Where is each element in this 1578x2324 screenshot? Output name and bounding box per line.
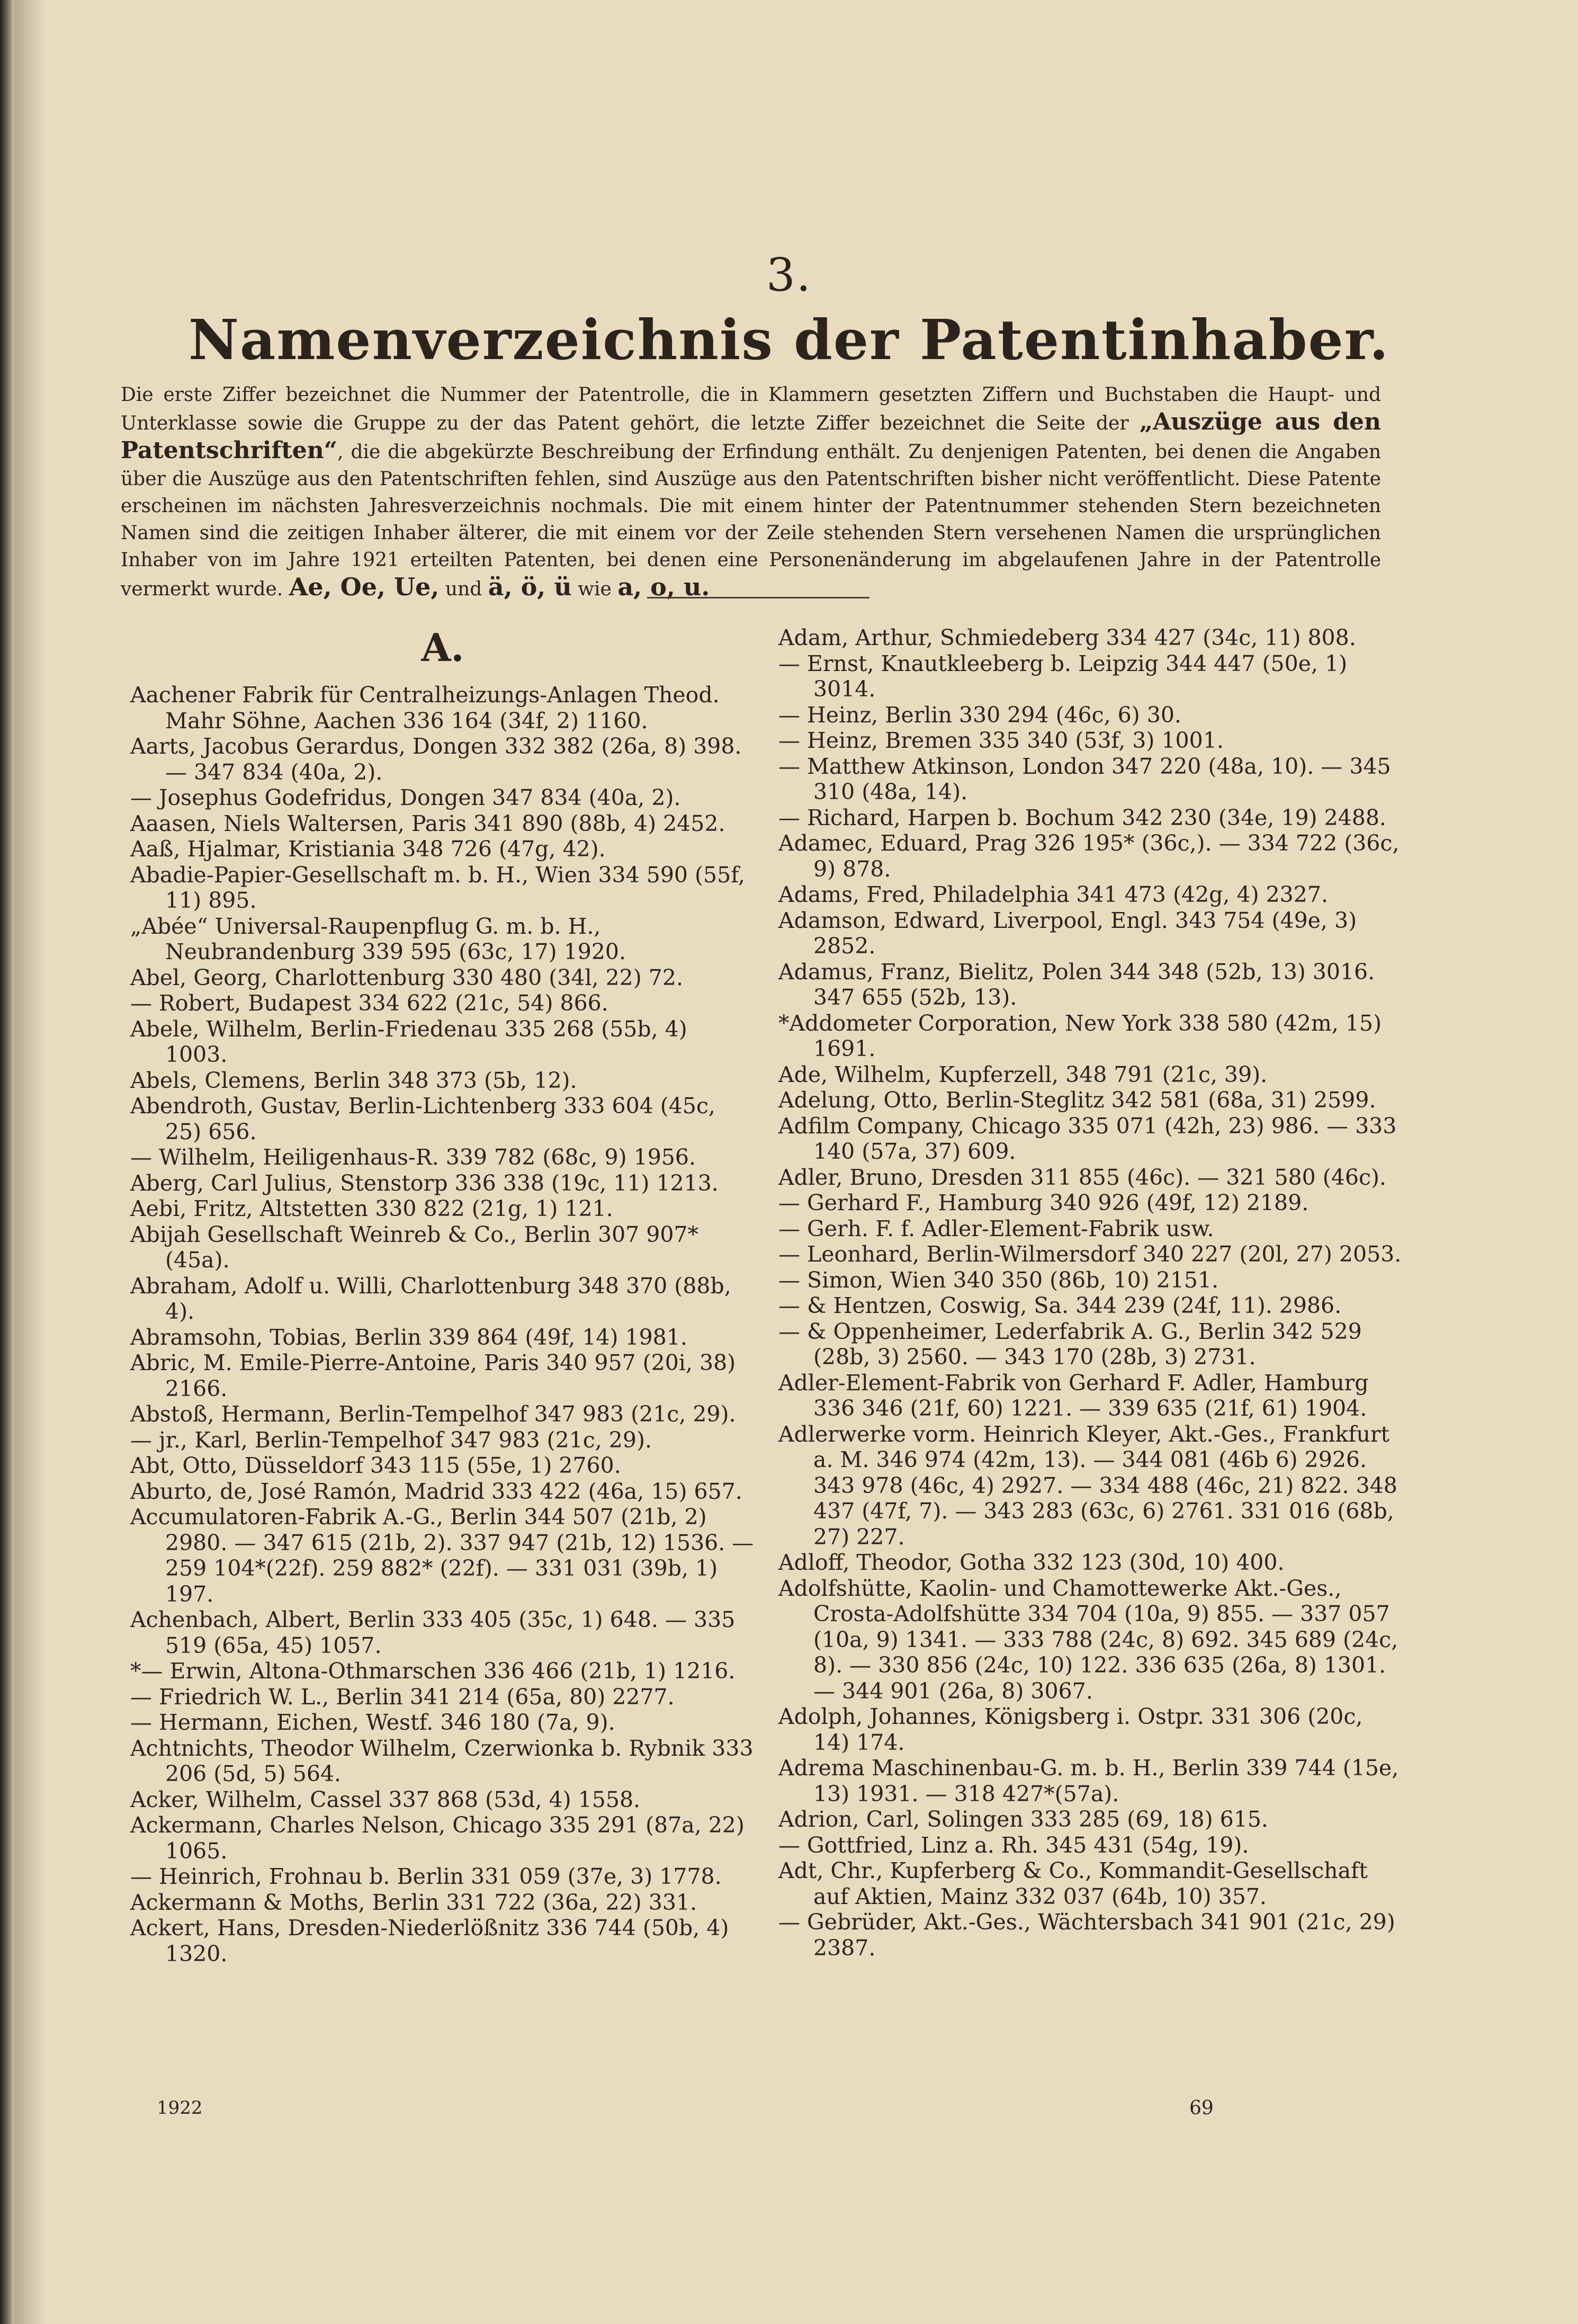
index-entry: Adrema Maschinenbau-G. m. b. H., Berlin 339 744 (15e, 13) 1931. — 318 427*(57a). [778,1755,1399,1807]
section-number: 3. [766,249,812,302]
index-entry: Abstoß, Hermann, Berlin-Tempelhof 347 983 (21c, 29). [130,1401,736,1427]
index-entry: Abels, Clemens, Berlin 348 373 (5b, 12). [130,1067,577,1093]
index-entry: — Wilhelm, Heiligenhaus-R. 339 782 (68c, 9) 1956. [130,1145,696,1170]
index-entry: — Robert, Budapest 334 622 (21c, 54) 866. [130,990,608,1016]
index-entry: Achenbach, Albert, Berlin 333 405 (35c, 1) 648. — 335 519 (65a, 45) 1057. [130,1607,736,1658]
index-entry: *— Erwin, Altona-Othmarschen 336 466 (21b, 1) 1216. [130,1658,736,1684]
index-entry: Ackermann, Charles Nelson, Chicago 335 291 (87a, 22) 1065. [130,1812,745,1864]
index-entry: Adam, Arthur, Schmiedeberg 334 427 (34c, 11) 808. [778,625,1356,650]
index-entry: — Josephus Godefridus, Dongen 347 834 (40a, 2). [130,785,681,810]
index-entry: Ackermann & Moths, Berlin 331 722 (36a, 22) 331. [130,1889,697,1915]
index-entry: Adler, Bruno, Dresden 311 855 (46c). — 321 580 (46c). [778,1164,1386,1190]
intro-umlaut-chars: ä, ö, ü [488,573,572,601]
index-entry: Aebi, Fritz, Altstetten 330 822 (21g, 1) 121. [130,1196,613,1221]
index-entry: Adolfshütte, Kaolin- und Chamottewerke Akt.-Ges., Crosta-Adolfshütte 334 704 (10a, 9) 855. — 337 057 (10a, 9) 1341. — 333 788 (24c, 8) 692. 345 689 (24c, 8). — 330 856 (24c, 10) 122. 336 635 (26a, 8) 1301. — 344 901 (26a, 8) 3067. [778,1575,1398,1704]
letter-heading: A. [421,625,464,670]
index-entry: — Heinz, Berlin 330 294 (46c, 6) 30. [778,702,1181,728]
index-entry: — Heinrich, Frohnau b. Berlin 331 059 (37e, 3) 1778. [130,1864,722,1889]
intro-umlaut-forms: Ae, Oe, Ue, [289,573,440,601]
index-entry: — Ernst, Knautkleeberg b. Leipzig 344 447 (50e, 1) 3014. [778,650,1348,702]
index-entry: Abric, M. Emile-Pierre-Antoine, Paris 340 957 (20i, 38) 2166. [130,1350,736,1401]
index-entry: — Gebrüder, Akt.-Ges., Wächtersbach 341 901 (21c, 29) 2387. [778,1909,1395,1961]
index-entry: Abadie-Papier-Gesellschaft m. b. H., Wien 334 590 (55f, 11) 895. [130,862,745,913]
index-entry: Acker, Wilhelm, Cassel 337 868 (53d, 4) 1558. [130,1786,641,1812]
page-number: 69 [1189,2097,1214,2119]
left-column [130,625,755,1967]
index-entry: — & Hentzen, Coswig, Sa. 344 239 (24f, 11). 2986. [778,1293,1342,1318]
index-entry: Ade, Wilhelm, Kupferzell, 348 791 (21c, 39). [778,1061,1268,1087]
index-entry: Adamec, Eduard, Prag 326 195* (36c,). — 334 722 (36c, 9) 878. [778,830,1400,882]
index-entry: Abendroth, Gustav, Berlin-Lichtenberg 333 604 (45c, 25) 656. [130,1093,715,1145]
index-entry: Adloff, Theodor, Gotha 332 123 (30d, 10) 400. [778,1550,1285,1575]
index-entry: — & Oppenheimer, Lederfabrik A. G., Berlin 342 529 (28b, 3) 2560. — 343 170 (28b, 3) 2731. [778,1318,1362,1370]
index-entry: — Simon, Wien 340 350 (86b, 10) 2151. [778,1267,1219,1293]
index-entry: Aburto, de, José Ramón, Madrid 333 422 (46a, 15) 657. [130,1478,742,1504]
index-entry: Abel, Georg, Charlottenburg 330 480 (34l, 22) 72. [130,964,683,990]
index-entry: „Abée“ Universal-Raupenpflug G. m. b. H., Neubrandenburg 339 595 (63c, 17) 1920. [130,913,626,964]
intro-connector-2: wie [578,578,612,600]
index-entry: Ackert, Hans, Dresden-Niederlößnitz 336 744 (50b, 4) 1320. [130,1915,729,1967]
divider-rule [647,597,869,598]
intro-paragraph [121,381,1381,603]
index-entry: Abramsohn, Tobias, Berlin 339 864 (49f, 14) 1981. [130,1324,687,1350]
index-entry: Adt, Chr., Kupferberg & Co., Kommandit-Gesellschaft auf Aktien, Mainz 332 037 (64b, 10) 357. [778,1858,1368,1909]
index-entry: Adolph, Johannes, Königsberg i. Ostpr. 331 306 (20c, 14) 174. [778,1704,1363,1755]
intro-highlight: „Auszüge aus den Patentschriften“ [121,408,1381,464]
index-entry: — Gerhard F., Hamburg 340 926 (49f, 12) 2189. [778,1190,1309,1215]
intro-connector: und [445,578,482,600]
index-entry: — Heinz, Bremen 335 340 (53f, 3) 1001. [778,728,1224,753]
index-entry: Adfilm Company, Chicago 335 071 (42h, 23) 986. — 333 140 (57a, 37) 609. [778,1113,1397,1164]
index-entry: Adler-Element-Fabrik von Gerhard F. Adler, Hamburg 336 346 (21f, 60) 1221. — 339 635 (21f, 61) 1904. [778,1370,1369,1421]
right-column [778,625,1403,1961]
index-entry: Adams, Fred, Philadelphia 341 473 (42g, 4) 2327. [778,882,1328,907]
index-entry: — Gerh. F. f. Adler-Element-Fabrik usw. [778,1215,1214,1241]
index-entry: Accumulatoren-Fabrik A.-G., Berlin 344 507 (21b, 2) 2980. — 347 615 (21b, 2). 337 947 (21b, 12) 1536. — 259 104*(22f). 259 882* (22f). — 331 031 (39b, 1) 197. [130,1504,754,1607]
index-entry: Abt, Otto, Düsseldorf 343 115 (55e, 1) 2760. [130,1453,621,1478]
index-entry: Abijah Gesellschaft Weinreb & Co., Berlin 307 907* (45a). [130,1221,699,1273]
index-entry: Aarts, Jacobus Gerardus, Dongen 332 382 (26a, 8) 398. — 347 834 (40a, 2). [130,734,742,785]
intro-text [121,381,1381,603]
index-entry: Adamus, Franz, Bielitz, Polen 344 348 (52b, 13) 3016. 347 655 (52b, 13). [778,959,1375,1010]
index-entry: Aaß, Hjalmar, Kristiania 348 726 (47g, 42). [130,836,606,862]
index-entry: — Matthew Atkinson, London 347 220 (48a, 10). — 345 310 (48a, 14). [778,753,1391,805]
index-entry: — Gottfried, Linz a. Rh. 345 431 (54g, 19). [778,1832,1249,1858]
intro-part-1: Die erste Ziffer bezeichnet die Nummer der Patentrolle, die in Klammern gesetzten Ziffern und Buchstaben die Haupt- und Unterklasse sowie die Gruppe zu der das Patent gehört, die letzte Ziffer bezeichnet die Seite der [121,384,1381,434]
index-entry: — Friedrich W. L., Berlin 341 214 (65a, 80) 2277. [130,1684,675,1710]
index-entry: Achtnichts, Theodor Wilhelm, Czerwionka b. Rybnik 333 206 (5d, 5) 564. [130,1735,754,1786]
index-entry: — jr., Karl, Berlin-Tempelhof 347 983 (21c, 29). [130,1427,652,1453]
index-entry: Adamson, Edward, Liverpool, Engl. 343 754 (49e, 3) 2852. [778,907,1357,959]
index-entry: Adelung, Otto, Berlin-Steglitz 342 581 (68a, 31) 2599. [778,1087,1376,1113]
index-entry: Adlerwerke vorm. Heinrich Kleyer, Akt.-Ges., Frankfurt a. M. 346 974 (42m, 13). — 344 081 (46b 6) 2926. 343 978 (46c, 4) 2927. — 334 488 (46c, 21) 822. 348 437 (47f, 7). — 343 283 (63c, 6) 2761. 331 016 (68b, 27) 227. [778,1421,1397,1550]
intro-part-2: , die die abgekürzte Beschreibung der Erfindung enthält. Zu denjenigen Patenten, bei denen die Angaben über die Auszüge aus den Patentschriften fehlen, sind Auszüge aus den Patentschriften bisher nicht veröffentlicht. Diese Patente erscheinen im nächsten Jahresverzeichnis nochmals. Die mit einem hinter der Patentnummer stehenden Stern bezeichneten Namen sind die zeitigen Inhaber älterer, die mit einem vor der Zeile stehenden Stern versehenen Namen die ursprünglichen Inhaber von im Jahre 1921 erteilten Patenten, bei denen eine Personenänderung im abgelaufenen Jahre in der Patentrolle vermerkt wurde. [121,441,1381,600]
page-title: Namenverzeichnis der Patentinhaber. [188,307,1390,372]
index-entry: Aaasen, Niels Waltersen, Paris 341 890 (88b, 4) 2452. [130,810,725,836]
index-entry: *Addometer Corporation, New York 338 580 (42m, 15) 1691. [778,1010,1382,1061]
index-entry: Abele, Wilhelm, Berlin-Friedenau 335 268 (55b, 4) 1003. [130,1016,687,1067]
index-entry: Aachener Fabrik für Centralheizungs-Anlagen Theod. Mahr Söhne, Aachen 336 164 (34f, 2) 1160. [130,682,720,734]
intro-plain-vowels: a, o, u. [617,573,710,601]
index-entry: Adrion, Carl, Solingen 333 285 (69, 18) 615. [778,1807,1268,1832]
index-entry: Aberg, Carl Julius, Stenstorp 336 338 (19c, 11) 1213. [130,1170,719,1196]
index-entry: Abraham, Adolf u. Willi, Charlottenburg 348 370 (88b, 4). [130,1273,731,1324]
index-entry: — Hermann, Eichen, Westf. 346 180 (7a, 9). [130,1710,615,1735]
footer-year: 1922 [157,2097,203,2119]
index-entry: — Richard, Harpen b. Bochum 342 230 (34e, 19) 2488. [778,805,1386,830]
index-entry: — Leonhard, Berlin-Wilmersdorf 340 227 (20l, 27) 2053. [778,1241,1402,1267]
